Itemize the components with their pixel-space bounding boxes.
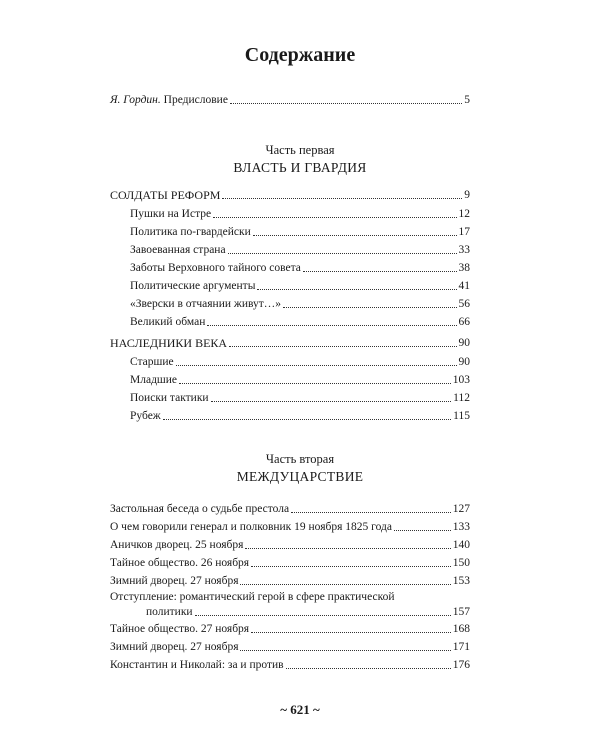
dot-leader bbox=[230, 103, 462, 104]
toc-entry: политики 157 bbox=[146, 606, 470, 618]
toc-entry: Заботы Верховного тайного совета 38 bbox=[130, 262, 470, 274]
page-number: ~ 621 ~ bbox=[280, 702, 320, 717]
preface-label: Предисловие bbox=[163, 94, 228, 106]
toc-entry: Тайное общество. 27 ноября 168 bbox=[110, 623, 470, 635]
toc-entry: Застольная беседа о судьбе престола 127 bbox=[110, 503, 470, 515]
part2-title: МЕЖДУЦАРСТВИЕ bbox=[236, 469, 364, 484]
toc-entry: Аничков дворец. 25 ноября 140 bbox=[110, 539, 470, 551]
toc-entry: Пушки на Истре 12 bbox=[130, 208, 470, 220]
toc-section: СОЛДАТЫ РЕФОРМ 9 bbox=[110, 188, 470, 202]
page-title: Содержание bbox=[244, 44, 356, 66]
preface-author: Я. Гордин. bbox=[110, 94, 161, 106]
toc-entry: Зимний дворец. 27 ноября 153 bbox=[110, 575, 470, 587]
toc-entry: Рубеж 115 bbox=[130, 410, 470, 422]
toc-entry: Тайное общество. 26 ноября 150 bbox=[110, 557, 470, 569]
toc-entry: «Зверски в отчаянии живут…» 56 bbox=[130, 298, 470, 310]
toc-entry: Константин и Николай: за и против 176 bbox=[110, 659, 470, 671]
toc-entry: Великий обман 66 bbox=[130, 316, 470, 328]
toc-entry: Зимний дворец. 27 ноября 171 bbox=[110, 641, 470, 653]
part1-label: Часть первая bbox=[265, 143, 335, 157]
toc-entry: Политика по-гвардейски 17 bbox=[130, 226, 470, 238]
toc-entry: Политические аргументы 41 bbox=[130, 280, 470, 292]
toc-entry: О чем говорили генерал и полковник 19 ноября 1825 года 133 bbox=[110, 521, 470, 533]
part1-title: ВЛАСТЬ И ГВАРДИЯ bbox=[233, 160, 367, 175]
toc-entry: Завоеванная страна 33 bbox=[130, 244, 470, 256]
toc-entry: Поиски тактики 112 bbox=[130, 392, 470, 404]
part2-label: Часть вторая bbox=[265, 452, 335, 466]
preface-page: 5 bbox=[464, 94, 470, 106]
toc-entry: Младшие 103 bbox=[130, 374, 470, 386]
toc-entry: Старшие 90 bbox=[130, 356, 470, 368]
toc-entry-preface bbox=[110, 93, 470, 107]
toc-section: НАСЛЕДНИКИ ВЕКА 90 bbox=[110, 336, 470, 350]
toc-entry-line1: Отступление: романтический герой в сфере практической bbox=[110, 591, 395, 603]
